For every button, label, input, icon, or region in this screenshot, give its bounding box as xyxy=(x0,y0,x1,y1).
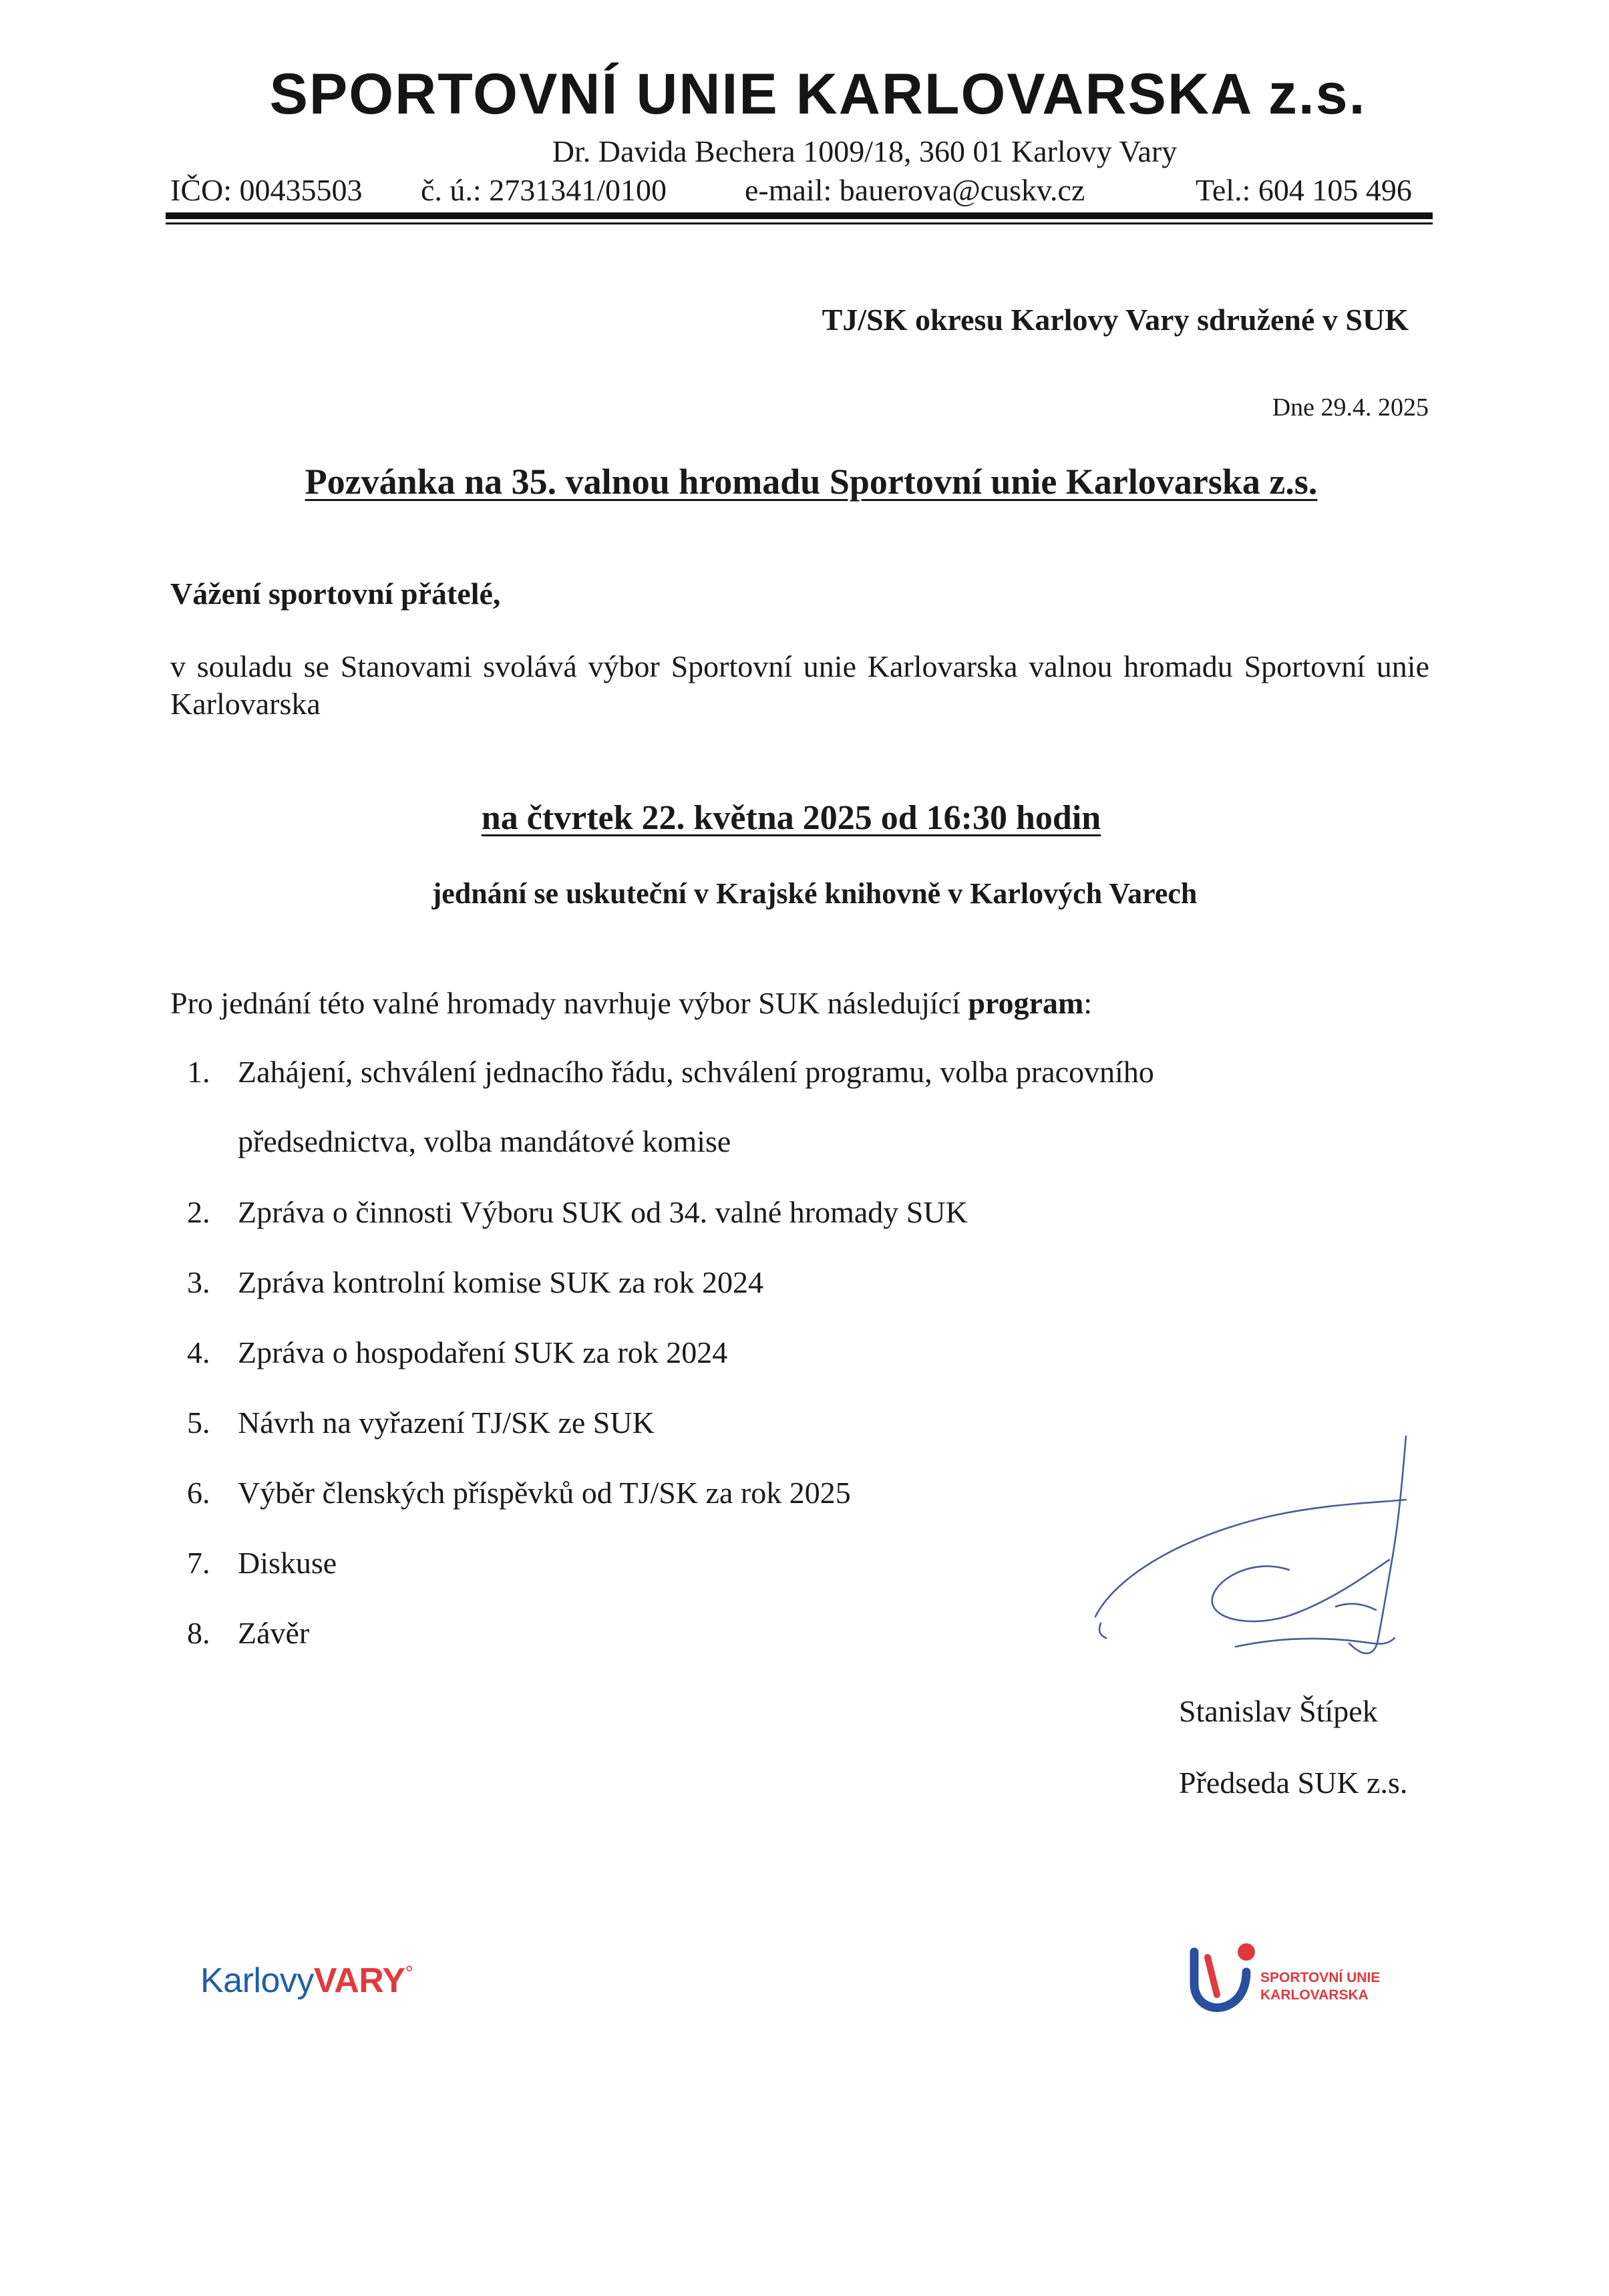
recipient-line: TJ/SK okresu Karlovy Vary sdružené v SUK xyxy=(822,303,1409,337)
document-date: Dne 29.4. 2025 xyxy=(1272,393,1429,422)
program-item-text: Zahájení, schválení jednacího řádu, schválení programu, volba pracovního xyxy=(238,1055,1154,1089)
program-intro-keyword: program xyxy=(968,986,1084,1020)
program-item-number: 2. xyxy=(187,1195,210,1229)
handwritten-signature xyxy=(1069,1423,1416,1677)
program-item-number: 1. xyxy=(187,1055,210,1089)
program-item-number: 4. xyxy=(187,1335,210,1369)
program-item-number: 5. xyxy=(187,1406,210,1440)
organization-title: SPORTOVNÍ UNIE KARLOVARSKA z.s. xyxy=(269,62,1367,126)
suk-logo-line-2: KARLOVARSKA xyxy=(1260,1987,1369,2003)
signer-name: Stanislav Štípek xyxy=(1179,1694,1378,1728)
intro-paragraph: v souladu se Stanovami svolává výbor Sportovní unie Karlovarska valnou hromadu Sportovní unie Karlovarska xyxy=(170,649,1429,721)
program-item xyxy=(187,1265,763,1300)
program-item-number: 6. xyxy=(187,1476,210,1510)
ico-number: IČO: 00435503 xyxy=(170,173,363,207)
header-divider-thin xyxy=(166,222,1433,224)
phone-contact: Tel.: 604 105 496 xyxy=(1196,173,1412,207)
program-intro-end: : xyxy=(1083,986,1093,1020)
greeting: Vážení sportovní přátelé, xyxy=(170,577,501,611)
meeting-date-time: na čtvrtek 22. května 2025 od 16:30 hodin xyxy=(481,799,1101,837)
program-intro xyxy=(170,985,1092,1021)
email-contact: e-mail: bauerova@cuskv.cz xyxy=(745,173,1085,207)
program-item xyxy=(187,1054,1154,1090)
suk-logo-text xyxy=(1260,1969,1380,2004)
organization-address: Dr. Davida Bechera 1009/18, 360 01 Karlovy Vary xyxy=(552,134,1178,168)
program-item-text: Diskuse xyxy=(238,1546,337,1580)
header-divider-thick xyxy=(166,212,1433,219)
kv-logo-text-blue: Karlovy xyxy=(200,1961,314,2000)
program-item-text: Závěr xyxy=(238,1616,310,1650)
program-item-number: 8. xyxy=(187,1616,210,1650)
kv-logo-text-red: VARY xyxy=(313,1961,405,2000)
program-item-number: 3. xyxy=(187,1265,210,1299)
program-item-text: Zpráva o činnosti Výboru SUK od 34. valné hromady SUK xyxy=(238,1195,968,1229)
kv-logo-mark: ° xyxy=(405,1962,413,1985)
meeting-location: jednání se uskuteční v Krajské knihovně v Karlových Varech xyxy=(431,877,1198,910)
program-intro-text: Pro jednání této valné hromady navrhuje výbor SUK následující xyxy=(170,986,968,1020)
karlovy-vary-logo xyxy=(200,1961,413,2001)
program-item xyxy=(187,1615,309,1651)
program-item xyxy=(187,1405,655,1440)
program-item-text: Zpráva kontrolní komise SUK za rok 2024 xyxy=(238,1265,763,1299)
program-item xyxy=(187,1335,727,1370)
program-item-text: Zpráva o hospodaření SUK za rok 2024 xyxy=(238,1335,728,1369)
signer-role: Předseda SUK z.s. xyxy=(1179,1766,1408,1800)
program-item xyxy=(187,1545,337,1581)
program-item xyxy=(187,1194,968,1230)
document-subject: Pozvánka na 35. valnou hromadu Sportovní unie Karlovarska z.s. xyxy=(305,462,1318,502)
bank-account: č. ú.: 2731341/0100 xyxy=(421,173,667,207)
program-item-text: Výběr členských příspěvků od TJ/SK za rok 2025 xyxy=(238,1476,851,1510)
program-item-number: 7. xyxy=(187,1546,210,1580)
suk-logo-line-1: SPORTOVNÍ UNIE xyxy=(1260,1970,1381,1985)
program-item-text: Návrh na vyřazení TJ/SK ze SUK xyxy=(238,1406,655,1440)
program-item-continuation: předsednictva, volba mandátové komise xyxy=(238,1124,731,1158)
program-item xyxy=(187,1475,851,1510)
